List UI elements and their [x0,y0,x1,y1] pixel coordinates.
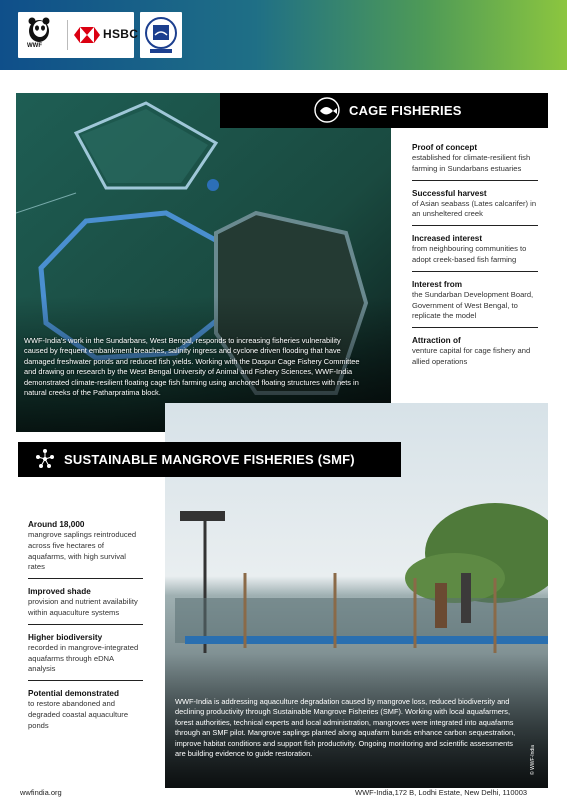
mangrove-fisheries-caption: WWF-India is addressing aquaculture degradation caused by mangrove loss, reduced biodiversity and declining productivity through Sustainable Mangrove Fisheries (SMF). Working with local aquafarmers, forest authorities, technical experts and local administration, mangroves were integrated into aquafarms through an SMF pilot. Mangrove saplings planted along aquafarm bunds enhance carbon sequestration, improve habitat conditions and support fish productivity. Ongoing monitoring and scientific assessments are building evidence to guide restoration. [175,697,516,759]
fact-title: Interest from [412,279,463,289]
fact-title: Increased interest [412,234,483,244]
smf-banner [18,442,401,477]
list-item [28,631,143,681]
list-item [28,585,143,625]
list-item [412,334,538,373]
list-item [412,141,538,181]
list-item [28,518,143,579]
footer-website-link[interactable]: wwfindia.org [20,788,62,797]
footer-address: WWF-India,172 B, Lodhi Estate, New Delhi, 110003 [355,788,528,797]
list-item [412,232,538,272]
list-item [412,187,538,227]
university-crest-box [140,12,182,58]
cage-fisheries-banner [220,93,548,128]
logo-divider [67,20,68,50]
fact-title: Proof of concept [412,143,478,152]
cage-fisheries-title: CAGE FISHERIES [349,103,462,118]
fact-title: Around 18,000 [28,520,85,529]
fact-body: established for climate-resilient fish farming in Sundarbans estuaries [412,153,531,173]
hsbc-logo-text: HSBC [103,27,139,41]
fact-body: provision and nutrient availability within aquaculture systems [28,597,138,617]
photo-credit: © WWF-India [530,744,536,775]
university-crest-logo [144,15,178,55]
fact-title: Improved shade [28,587,91,597]
fish-icon [314,97,340,123]
cage-facts-list [412,141,538,379]
mangrove-network-icon [33,447,57,471]
partner-logos [18,12,139,58]
cage-fisheries-caption: WWF-India's work in the Sundarbans, West Bengal, responds to increasing fisheries vulnerability caused by frequent embankment breaches, salinity ingress and cyclone driven flooding that have damaged freshwater ponds and reduced fish yields. Working with the Daspur Cage Fishery Committee and drawing on research by the West Bengal University of Animal and Fishery Sciences, WWF-India demonstrated climate-resilient floating cage fish farming using anchored floating structures with nets in natural creeks of the Patharpratima block. [24,336,360,398]
hsbc-hexagon-logo [74,27,100,43]
list-item [412,278,538,328]
fact-body: venture capital for cage fishery and allied operations [412,346,531,366]
list-item [28,687,143,736]
wwf-panda-logo [26,16,52,44]
fact-title: Successful harvest [412,188,487,198]
fact-body: of Asian seabass (Lates calcarifer) in an unsheltered creek [412,198,537,219]
wwf-logo-text: WWF [27,43,42,49]
fact-title: Potential demonstrated [28,689,119,699]
smf-title: SUSTAINABLE MANGROVE FISHERIES (SMF) [64,452,355,467]
fact-title: Higher biodiversity [28,632,103,642]
fact-body: recorded in mangrove-integrated aquafarms through eDNA analysis [28,642,139,674]
fact-body: mangrove saplings reintroduced across five hectares of aquafarms, with high survival rates [28,530,137,572]
smf-facts-list [28,518,143,743]
fact-body: the Sundarban Development Board, Government of West Bengal, to replicate the model [412,289,534,321]
header-band [0,0,567,70]
fact-title: Attraction of [412,336,461,346]
fact-body: to restore abandoned and degraded coastal aquaculture ponds [28,699,129,730]
fact-body: from neighbouring communities to adopt creek-based fish farming [412,244,527,264]
